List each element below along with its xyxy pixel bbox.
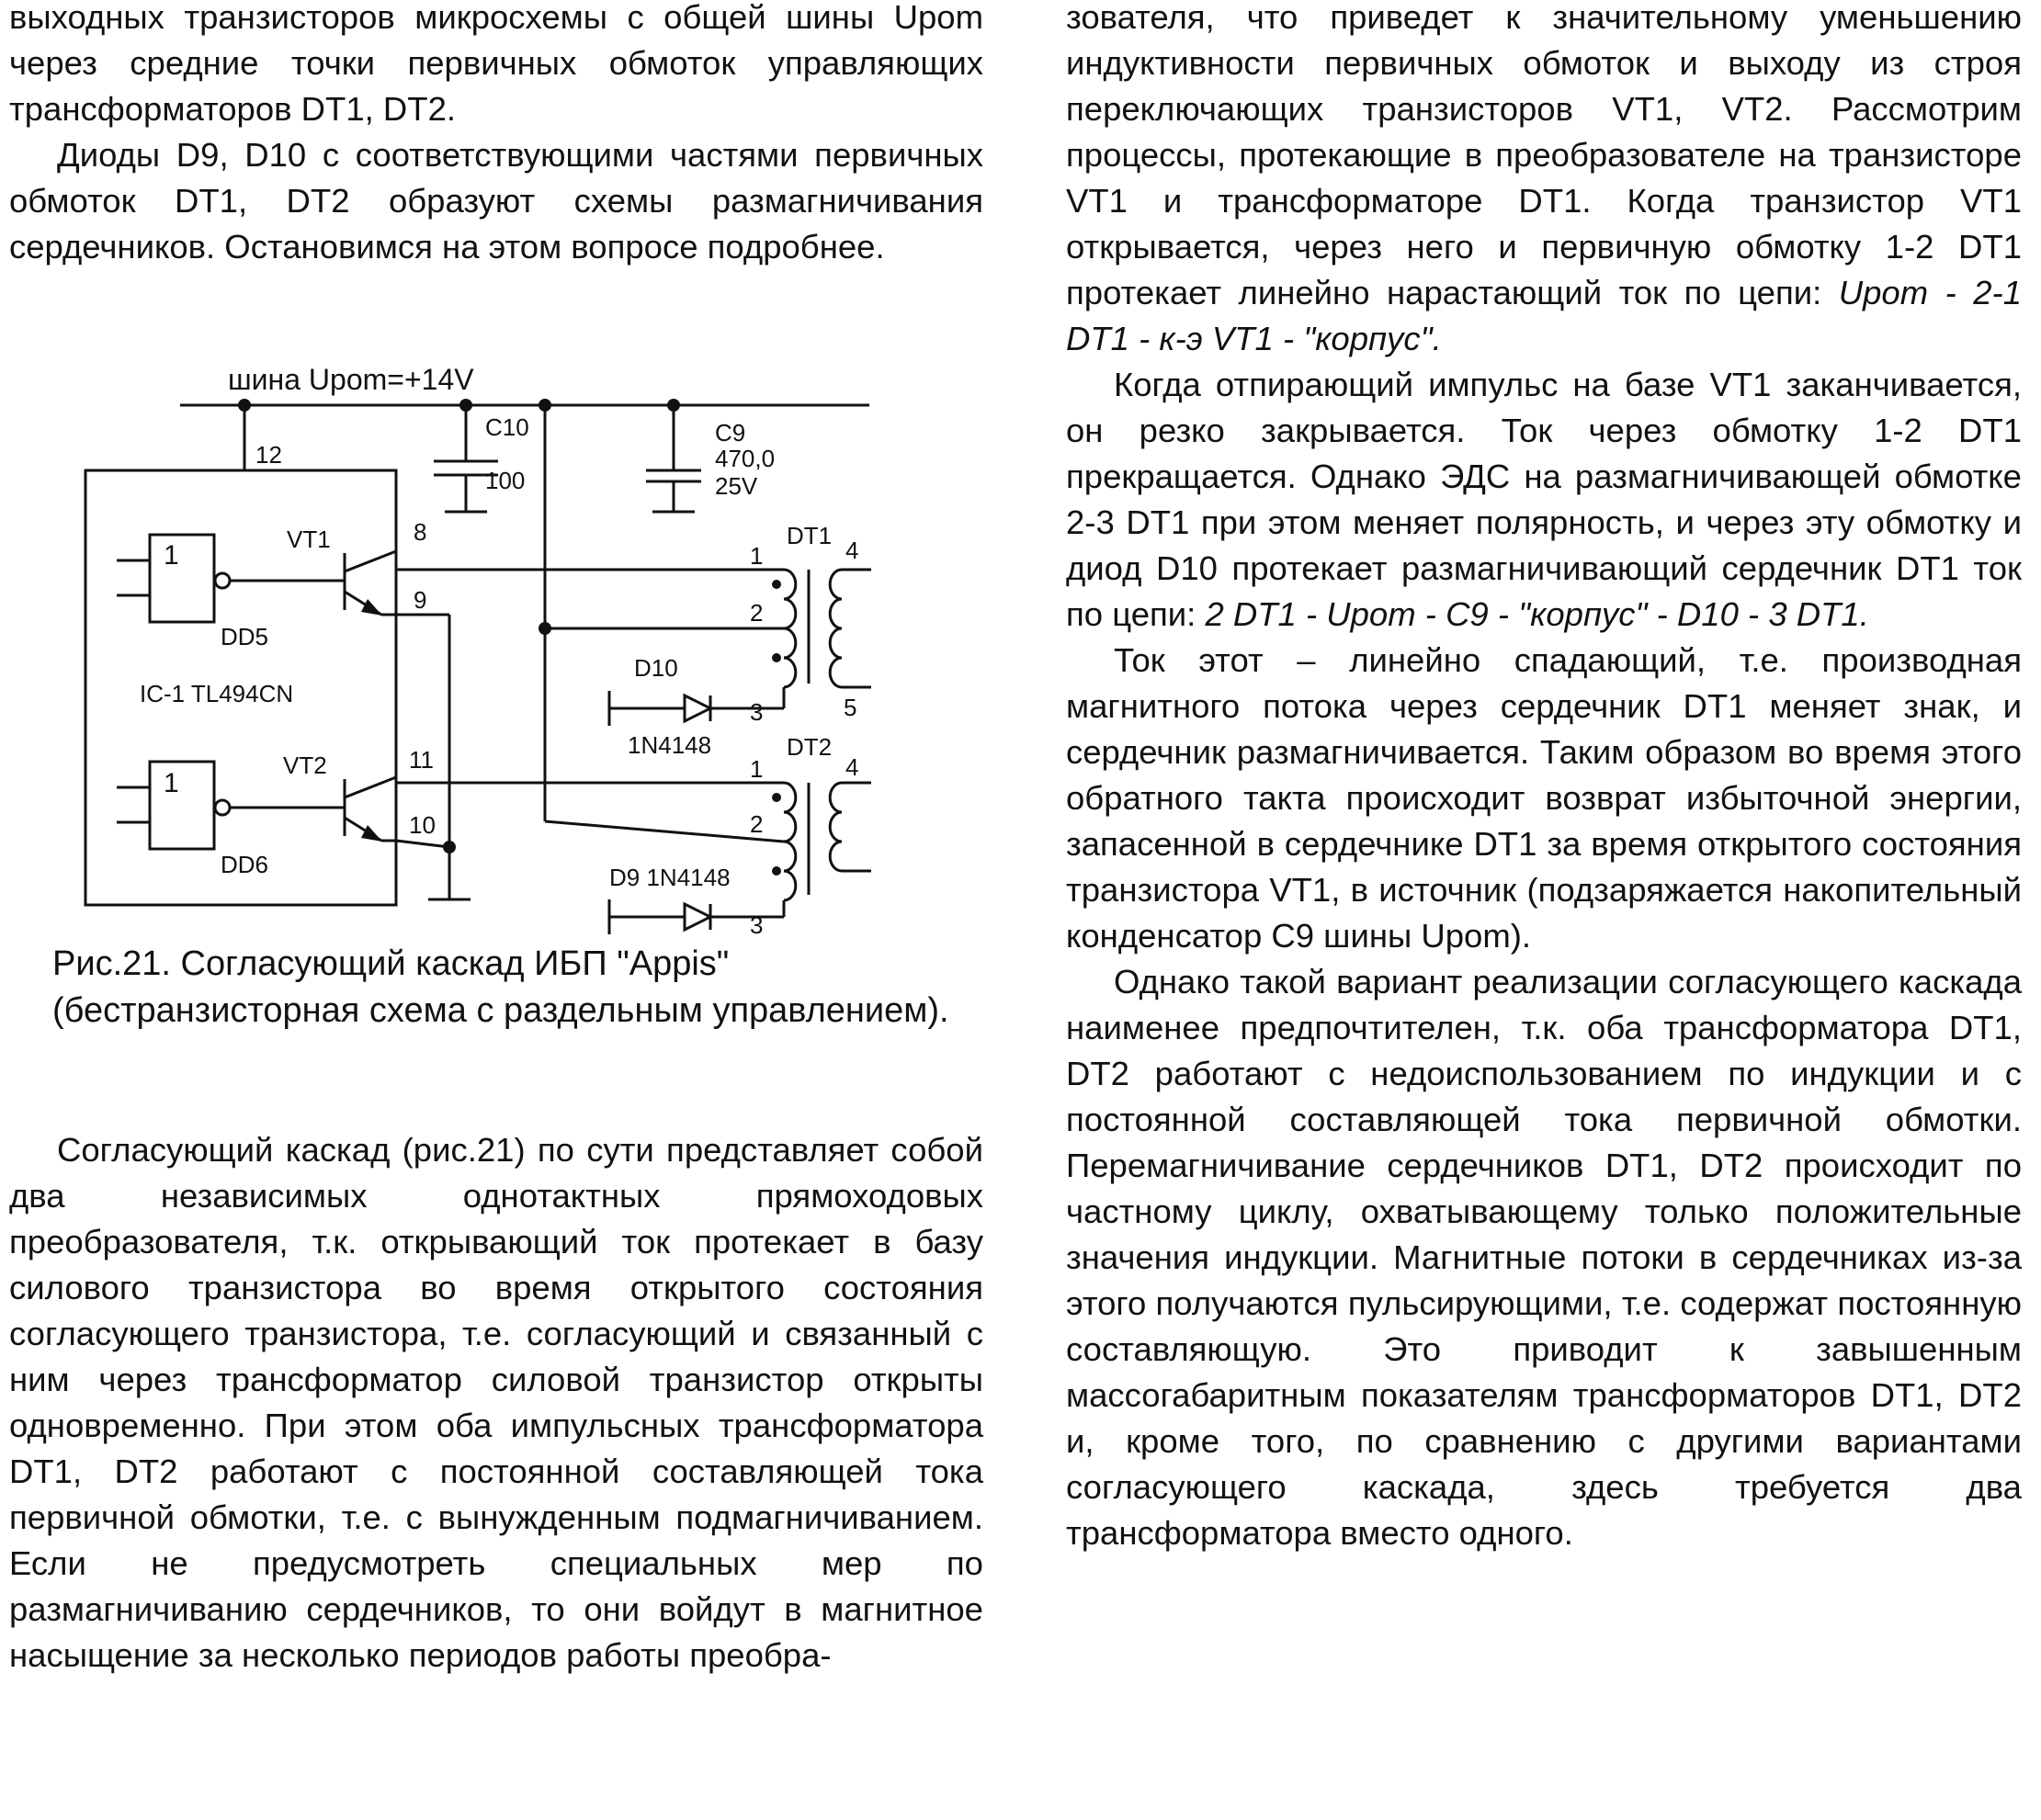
pin-label: 2	[750, 810, 764, 838]
pin-label: 10	[409, 811, 436, 839]
transformer-winding	[784, 570, 796, 687]
pin-label: 8	[414, 518, 427, 546]
paragraph: выходных транзисторов микросхемы с общей шины Upom через средние точки первичных обмоток управляющих трансформаторов DT1, DT2.	[9, 0, 983, 128]
bus-label: шина Upom=+14V	[228, 363, 474, 396]
transistor-collector	[345, 551, 396, 571]
pin-label: 11	[409, 746, 434, 774]
circuit-path: 2 DT1 - Upom - C9 - "корпус" - D10 - 3 DT1.	[1205, 595, 1869, 633]
wire	[545, 821, 784, 842]
transformer-winding	[784, 783, 796, 900]
ic-label: IC-1 TL494CN	[140, 680, 294, 707]
transistor-label: VT1	[287, 526, 331, 553]
component-value: 25V	[715, 472, 758, 500]
transformer-label: DT2	[787, 733, 833, 761]
pin-label: 5	[844, 694, 857, 721]
emitter-arrow	[361, 599, 382, 616]
component-label: C9	[715, 419, 746, 447]
gate-name: DD6	[221, 851, 269, 878]
transformer-winding	[830, 783, 842, 871]
polarity-dot	[772, 580, 781, 589]
gate-label: 1	[164, 768, 179, 798]
paragraph	[1066, 0, 2022, 362]
right-column	[1066, 0, 2022, 1556]
component-label: C10	[485, 413, 529, 441]
circuit-diagram	[9, 344, 983, 941]
paragraph: Ток этот – линейно спадающий, т.е. производная магнитного потока через сердечник DT1 меняет знак, и сердечник размагничивается. Таким образом во время этого обратного такта происходит возврат избыточной энергии, запасенной в сердечнике DT1 за время открытого состояния транзистора VT1, в источник (подзаряжается накопительный конденсатор C9 шины Upom).	[1066, 641, 2022, 955]
component-value: 100	[485, 467, 526, 494]
diode-type: 1N4148	[628, 731, 712, 759]
pin-label: 3	[750, 698, 764, 726]
diode-label: D10	[634, 654, 678, 682]
gate-dd6	[150, 762, 214, 849]
diode-d10	[685, 695, 710, 721]
transistor-label: VT2	[283, 752, 327, 779]
polarity-dot	[772, 866, 781, 876]
gate-dd5	[150, 535, 214, 622]
gate-label: 1	[164, 540, 179, 571]
transformer-label: DT1	[787, 522, 833, 549]
component-value: 470,0	[715, 445, 776, 472]
paragraph-text: Когда отпирающий импульс на базе VT1 заканчивается, он резко закрывается. Ток через обмотку 1-2 DT1 прекращается. Однако ЭДС на размагничивающей обмотке 2-3 DT1 при этом меняет полярность, и через эту обмотку и диод D10 протекает размагничивающий сердечник DT1 ток по цепи:	[1066, 366, 2022, 633]
left-column	[9, 0, 983, 1674]
inverter-bubble	[215, 573, 230, 588]
left-body-text	[9, 1127, 983, 1679]
pin-label: 1	[750, 542, 764, 570]
emitter-arrow	[361, 825, 382, 842]
paragraph	[1066, 362, 2022, 638]
polarity-dot	[772, 653, 781, 662]
paragraph: Однако такой вариант реализации согласующего каскада наименее предпочтителен, т.к. оба трансформатора DT1, DT2 работают с недоиспользованием по индукции и с постоянной составляющей тока первичной обмотки. Перемагничивание сердечников DT1, DT2 происходит по частному циклу, охватывающему только положительные значения индукции. Магнитные потоки в сердечниках из-за этого получаются пульсирующими, т.е. содержат постоянную составляющую. Это приводит к завышенным массогабаритным показателям трансформаторов DT1, DT2 и, кроме того, по сравнению с другими вариантами согласующего каскада, здесь требуется два трансформатора вместо одного.	[1066, 963, 2022, 1552]
pin-label: 12	[255, 441, 282, 469]
diode-label: D9 1N4148	[609, 864, 731, 891]
circuit-figure	[9, 344, 983, 941]
gate-name: DD5	[221, 623, 269, 650]
polarity-dot	[772, 793, 781, 802]
transformer-winding	[830, 570, 842, 687]
pin-label: 9	[414, 586, 427, 614]
wire	[396, 841, 449, 847]
pin-label: 4	[845, 537, 859, 564]
circuit-path: Upom - 2-1 DT1 - к-э VT1 - "корпус".	[1066, 274, 2023, 357]
diode-d9	[685, 904, 710, 930]
paragraph: Диоды D9, D10 с соответствующими частями первичных обмоток DT1, DT2 образуют схемы размагничивания сердечников. Остановимся на этом вопросе подробнее.	[9, 136, 983, 266]
figure-caption: Рис.21. Согласующий каскад ИБП "Appis" (бестранзисторная схема с раздельным управлением).	[52, 944, 949, 1030]
pin-label: 2	[750, 599, 764, 627]
pin-label: 3	[750, 911, 764, 939]
pin-label: 4	[845, 753, 859, 781]
inverter-bubble	[215, 800, 230, 815]
paragraph-text: зователя, что приведет к значительному уменьшению индуктивности первичных обмоток и выходу из строя переключающих транзисторов VT1, VT2. Рассмотрим процессы, протекающие в преобразователе на транзисторе VT1 и трансформаторе DT1. Когда транзистор VT1 открывается, через него и первичную обмотку 1-2 DT1 протекает линейно нарастающий ток по цепи:	[1066, 0, 2022, 311]
pin-label: 1	[750, 755, 764, 783]
transistor-collector	[345, 777, 396, 797]
paragraph: Согласующий каскад (рис.21) по сути представляет собой два независимых однотактных прямоходовых преобразователя, т.к. открывающий ток протекает в базу силового транзистора во время открытого состояния согласующего транзистора, т.е. согласующий и связанный с ним через трансформатор силовой транзистор открыты одновременно. При этом оба импульсных трансформатора DT1, DT2 работают с постоянной составляющей тока первичной обмотки, т.е. с вынужденным подмагничиванием. Если не предусмотреть специальных мер по размагничиванию сердечников, то они войдут в магнитное насыщение за несколько периодов работы преобра-	[9, 1131, 983, 1674]
